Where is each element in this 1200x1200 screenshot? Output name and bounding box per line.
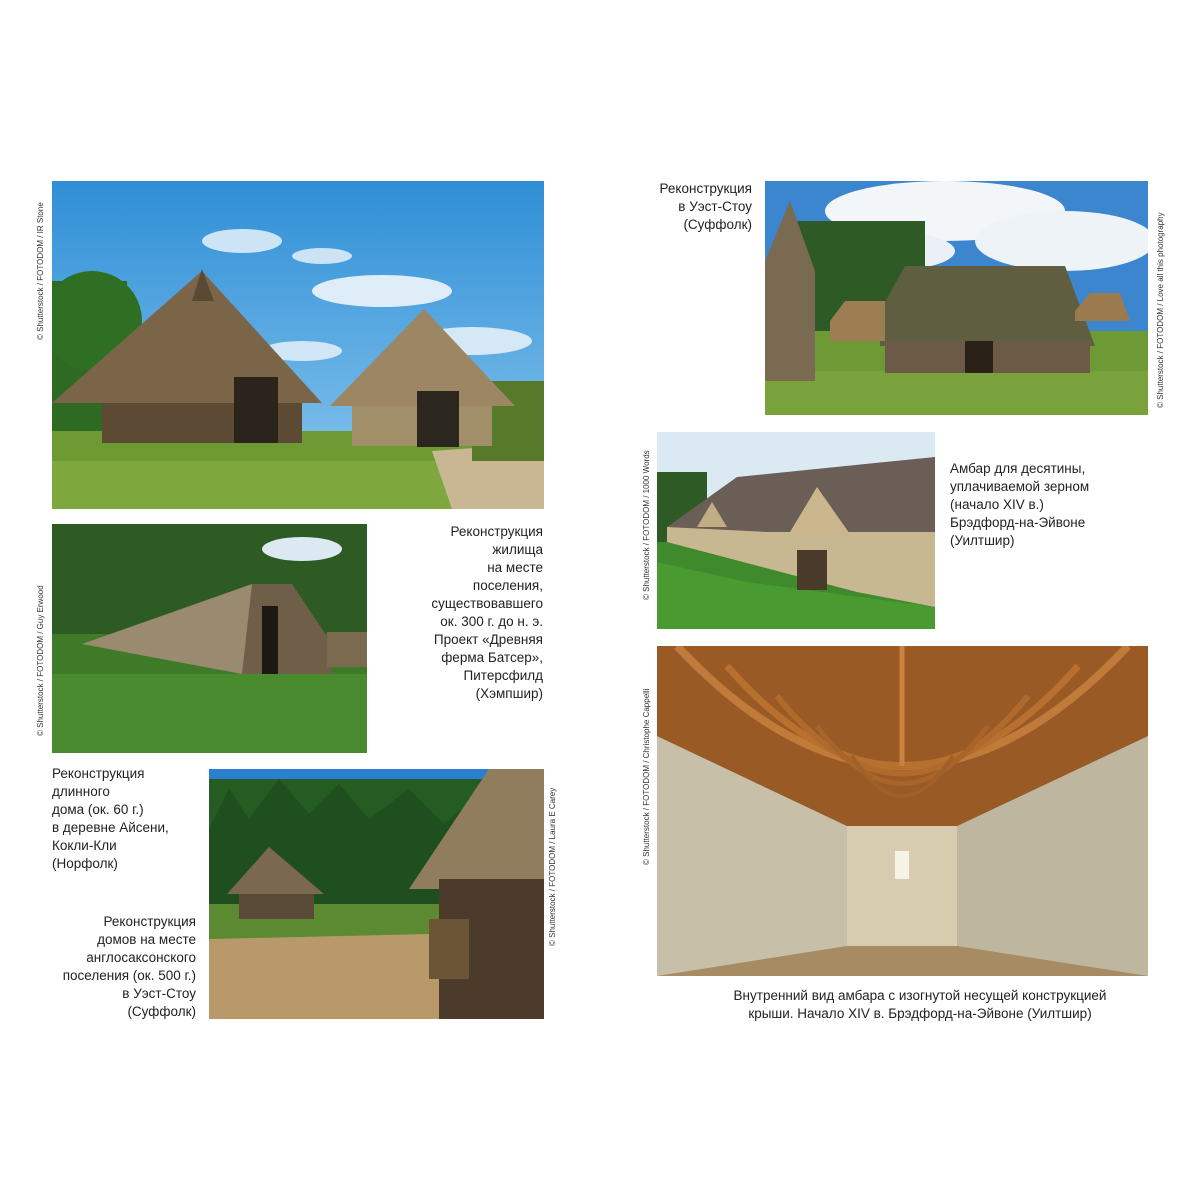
photo-barn-interior — [657, 646, 1148, 976]
photo-anglosaxon-houses — [209, 769, 544, 1019]
caption-line: англосаксонского — [86, 950, 196, 965]
caption-line: Питерсфилд — [463, 668, 543, 683]
caption-line: Реконструкция — [659, 181, 752, 196]
caption-line: (Суффолк) — [127, 1004, 196, 1019]
caption-line: длинного — [52, 784, 110, 799]
caption-dwelling — [380, 523, 543, 703]
caption-barn-interior — [700, 987, 1140, 1023]
caption-line: в Уэст-Стоу — [678, 199, 752, 214]
caption-line: существовавшего — [431, 596, 543, 611]
caption-line: Кокли-Кли — [52, 838, 117, 853]
caption-line: жилища — [492, 542, 543, 557]
caption-line: Внутренний вид амбара с изогнутой несущей конструкцией — [733, 988, 1107, 1003]
credit-photo3: © Shutterstock / FOTODOM / Laura E Carey — [548, 787, 557, 946]
caption-line: (Суффолк) — [683, 217, 752, 232]
caption-line: ферма Батсер», — [441, 650, 543, 665]
caption-line: Проект «Древняя — [433, 632, 543, 647]
credit-photo1: © Shutterstock / FOTODOM / IR Stone — [36, 202, 45, 340]
caption-line: Реконструкция — [52, 766, 145, 781]
credit-photo2: © Shutterstock / FOTODOM / Guy Erwood — [36, 585, 45, 736]
caption-longhouse — [52, 765, 202, 873]
caption-anglosaxon — [40, 913, 196, 1021]
photo-longhouse — [52, 524, 367, 753]
caption-line: Реконструкция — [103, 914, 196, 929]
caption-line: в деревне Айсени, — [52, 820, 169, 835]
photo-tithe-barn — [657, 432, 935, 629]
credit-photo6: © Shutterstock / FOTODOM / Christophe Cappelli — [642, 688, 651, 865]
caption-weststow — [612, 180, 752, 234]
caption-line: (начало XIV в.) — [950, 497, 1044, 512]
caption-line: ок. 300 г. до н. э. — [440, 614, 543, 629]
photo-roundhouses — [52, 181, 544, 509]
caption-line: (Хэмпшир) — [475, 686, 543, 701]
caption-line: (Уилтшир) — [950, 533, 1015, 548]
caption-line: (Норфолк) — [52, 856, 118, 871]
caption-line: крыши. Начало XIV в. Брэдфорд-на-Эйвоне (Уилтшир) — [748, 1006, 1092, 1021]
credit-photo4: © Shutterstock / FOTODOM / Love all this photography — [1156, 212, 1165, 408]
caption-line: Амбар для десятины, — [950, 461, 1086, 476]
caption-line: Реконструкция — [450, 524, 543, 539]
caption-line: Брэдфорд-на-Эйвоне — [950, 515, 1086, 530]
caption-line: уплачиваемой зерном — [950, 479, 1090, 494]
photo-weststow — [765, 181, 1148, 415]
caption-line: дома (ок. 60 г.) — [52, 802, 144, 817]
caption-line: в Уэст-Стоу — [122, 986, 196, 1001]
caption-line: поселения (ок. 500 г.) — [62, 968, 196, 983]
caption-line: поселения, — [472, 578, 543, 593]
caption-tithe-barn — [950, 460, 1140, 550]
caption-line: на месте — [487, 560, 543, 575]
caption-line: домов на месте — [97, 932, 196, 947]
credit-photo5: © Shutterstock / FOTODOM / 1000 Words — [642, 450, 651, 600]
